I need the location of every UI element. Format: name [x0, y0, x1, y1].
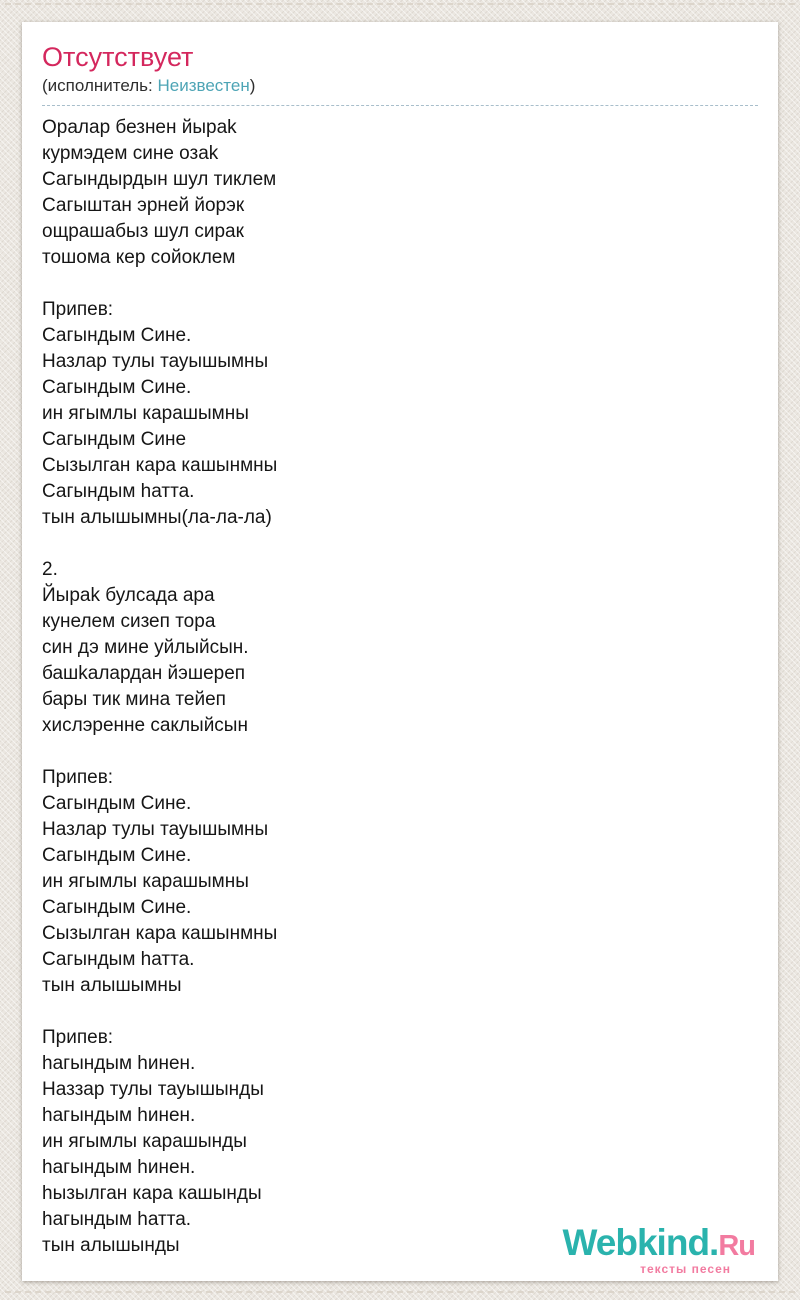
lyric-line: тын алышымны	[42, 975, 182, 996]
lyric-line: Сагындым hатта.	[42, 481, 195, 502]
webkind-logo[interactable]	[563, 1224, 755, 1276]
logo-dot: .	[709, 1222, 719, 1263]
lyric-line: Сагындым Сине.	[42, 793, 192, 814]
lyric-line: hагындым hинен.	[42, 1053, 196, 1074]
lyric-line: Сагындым hатта.	[42, 949, 195, 970]
lyric-line: Припев:	[42, 767, 114, 788]
logo-webkind-text: Webkind	[562, 1222, 710, 1263]
lyrics-card	[22, 22, 778, 1281]
lyric-line: тын алышынды	[42, 1235, 180, 1256]
artist-link[interactable]: Неизвестен	[157, 76, 250, 95]
song-header	[42, 22, 758, 106]
lyrics-text	[42, 115, 758, 1259]
lyric-line: Наззар тулы тауышынды	[42, 1079, 264, 1100]
lyric-line: Сагындым Сине	[42, 429, 187, 450]
lyric-line: тын алышымны(ла-ла-ла)	[42, 507, 272, 528]
stitch-line-top	[5, 3, 795, 5]
lyric-line: Сагындым Сине.	[42, 845, 192, 866]
lyric-line: Припев:	[42, 1027, 114, 1048]
lyric-line: Назлар тулы тауышымны	[42, 819, 269, 840]
artist-suffix: )	[249, 76, 256, 95]
lyric-line: hызылган кара кашынды	[42, 1183, 262, 1204]
lyric-line: Припев:	[42, 299, 114, 320]
lyric-line: Сагыштан эрней йорэк	[42, 195, 245, 216]
lyric-line: ин ягымлы карашымны	[42, 871, 249, 892]
lyric-line	[42, 531, 758, 557]
lyric-line: Сагындым Сине.	[42, 897, 192, 918]
lyric-line: хислэренне саклыйсын	[42, 715, 248, 736]
lyric-line: Йыраk булсада ара	[42, 585, 215, 606]
lyric-line: тошома кер сойоклем	[42, 247, 236, 268]
lyric-line	[42, 999, 758, 1025]
lyric-line	[42, 271, 758, 297]
lyric-line: hагындым hинен.	[42, 1105, 196, 1126]
logo-ru-text: Ru	[718, 1230, 755, 1262]
lyric-line: hагындым hатта.	[42, 1209, 192, 1230]
lyric-line: син дэ мине уйлыйсын.	[42, 637, 249, 658]
lyric-line: ин ягымлы карашымны	[42, 403, 249, 424]
lyric-line: Сызылган кара кашынмны	[42, 923, 278, 944]
lyric-line: Сызылган кара кашынмны	[42, 455, 278, 476]
lyric-line: башkалардан йэшереп	[42, 663, 246, 684]
lyric-line: hагындым hинен.	[42, 1157, 196, 1178]
lyric-line: Оралар безнен йыраk	[42, 117, 237, 138]
stitch-line-bottom	[5, 1291, 795, 1293]
lyric-line: ин ягымлы карашынды	[42, 1131, 247, 1152]
lyric-line: Назлар тулы тауышымны	[42, 351, 269, 372]
artist-label: (исполнитель:	[42, 76, 158, 95]
lyric-line: курмэдем сине озаk	[42, 143, 219, 164]
lyric-line: Сагындым Сине.	[42, 377, 192, 398]
lyric-line: Сагындырдын шул тиклем	[42, 169, 277, 190]
artist-line	[42, 75, 758, 96]
lyric-line: 2.	[42, 559, 58, 580]
lyric-line: Сагындым Сине.	[42, 325, 192, 346]
song-title: Отсутствует	[42, 42, 194, 72]
lyric-line: ощрашабыз шул сирак	[42, 221, 244, 242]
lyric-line	[42, 739, 758, 765]
logo-tagline: тексты песен	[640, 1262, 731, 1276]
lyric-line: бары тик мина тейеп	[42, 689, 226, 710]
lyric-line: кунелем сизеп тора	[42, 611, 216, 632]
